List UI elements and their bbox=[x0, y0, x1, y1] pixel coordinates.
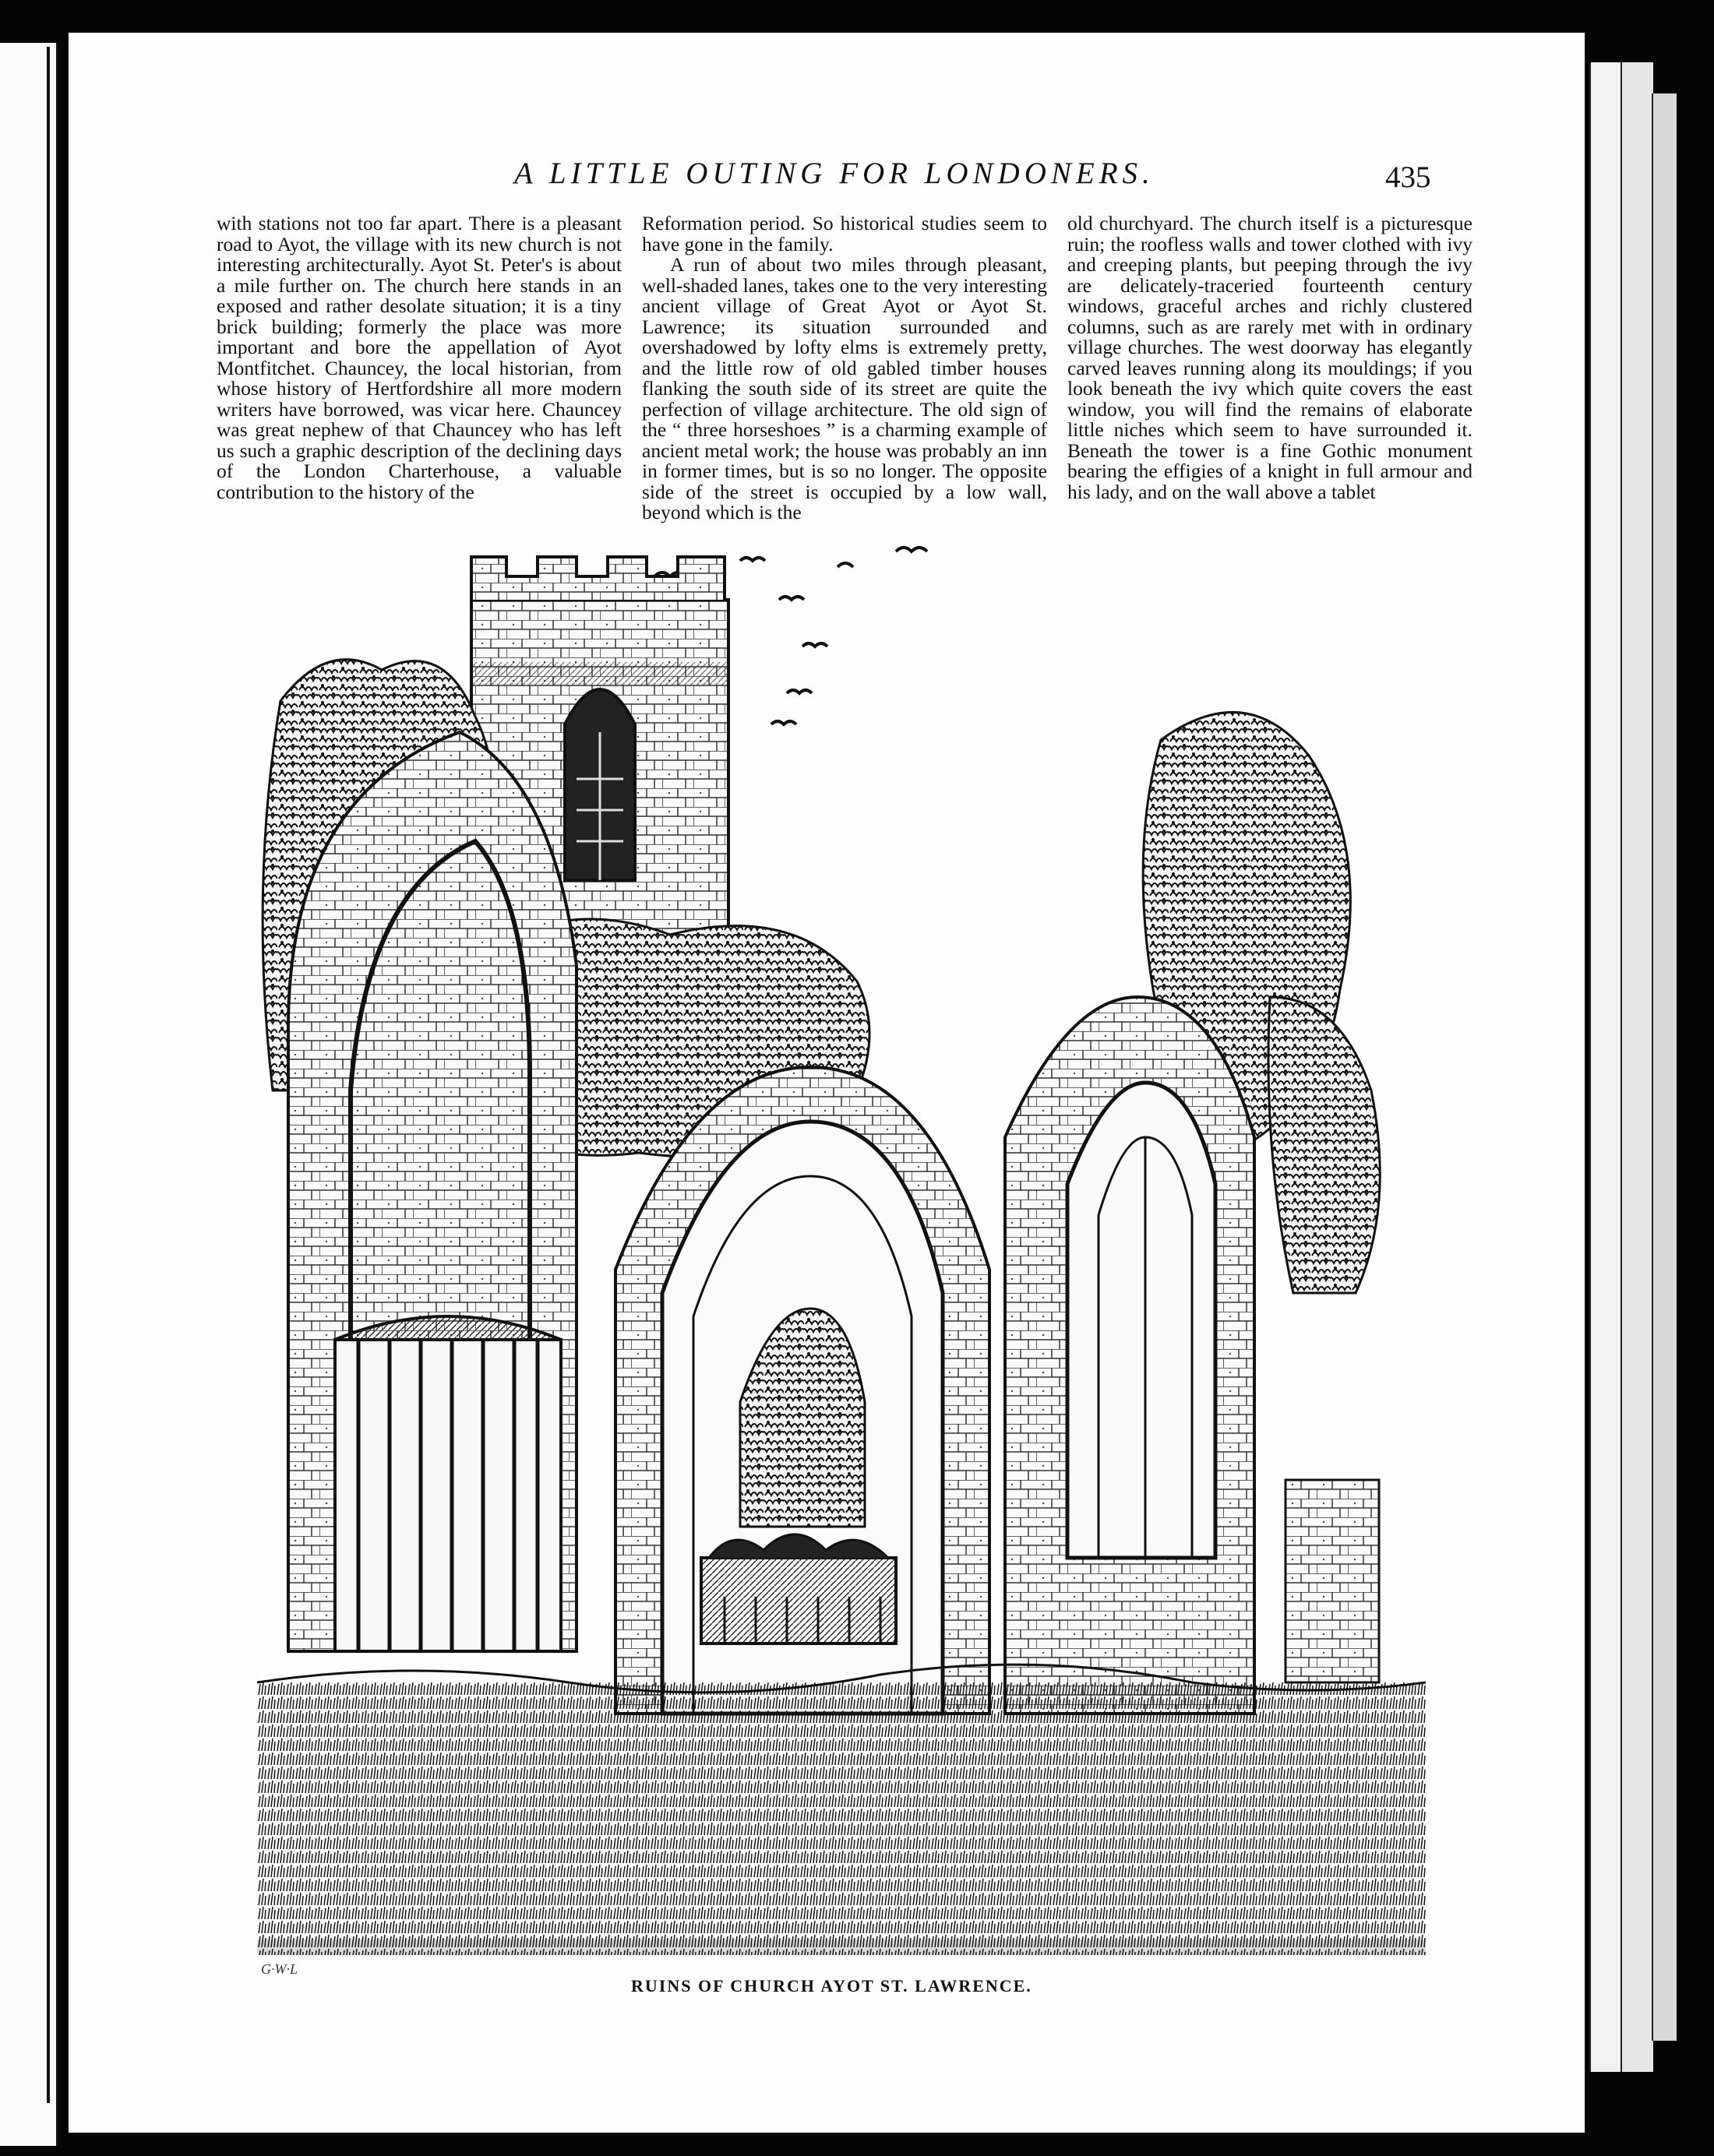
running-head: A LITTLE OUTING FOR LONDONERS. bbox=[514, 157, 1155, 190]
central-arch-doorway-icon bbox=[615, 1067, 989, 1714]
column-paragraph: old churchyard. The church itself is a picturesque ruin; the roofless walls and tower clothed with ivy and creeping plants, but peeping through the ivy are delicately-traceried fourteenth century windows, graceful arches and richly clustered columns, such as are rarely met with in ordinary village churches. The west doorway has elegantly carved leaves running along its mouldings; if you look beneath the ivy which quite covers the east window, you will find the remains of elaborate little niches which seem to have surrounded it. Beneath the tower is a fine Gothic monument bearing the effigies of a knight in full armour and his lady, and on the wall above a tablet bbox=[1067, 212, 1472, 503]
column-paragraph: Reformation period. So historical studies seem to have gone in the family. bbox=[642, 212, 1047, 255]
text-column-2 bbox=[642, 213, 1047, 523]
page-number: 435 bbox=[1385, 160, 1431, 194]
page-stack-edge bbox=[1652, 93, 1677, 2041]
artist-signature: G·W·L bbox=[261, 1961, 298, 1977]
illustration-caption: RUINS OF CHURCH AYOT ST. LAWRENCE. bbox=[631, 1976, 1032, 1996]
column-paragraph: with stations not too far apart. There is a pleasant road to Ayot, the village with its new church is not interesting architecturally. Ayot St. Peter's is about a mile further on. The church here stands in an exposed and rather desolate situation; it is a tiny brick building; formerly the place was more important and bore the appellation of Ayot Montfitchet. Chauncey, the local historian, from whose history of Hertfordshire all more modern writers have borrowed, was vicar here. Chauncey was great nephew of that Chauncey who has left us such a graphic description of the declining days of the London Charterhouse, a valuable contribution to the history of the bbox=[217, 212, 622, 503]
page-stack-edge bbox=[1589, 62, 1622, 2072]
text-column-1 bbox=[217, 213, 622, 502]
book-page bbox=[67, 31, 1586, 2134]
gutter-rule bbox=[47, 47, 50, 2103]
column-paragraph: A run of about two miles through pleasant, well-shaded lanes, takes one to the very interesting ancient village of Great Ayot or Ayot St. Lawrence; its situation surrounded and overshadowed by lofty elms is extremely pretty, and the little row of old gabled timber houses flanking the south side of its street are quite the perfection of village architecture. The old sign of the “ three horseshoes ” is a charming example of ancient metal work; the house was probably an inn in former times, but is so no longer. The opposite side of the street is occupied by a low wall, beyond which is the bbox=[642, 253, 1047, 523]
text-column-3 bbox=[1067, 213, 1472, 502]
page-stack-edge bbox=[1621, 62, 1653, 2072]
church-ruin-illustration bbox=[257, 545, 1426, 1955]
left-arch-ruin-icon bbox=[288, 732, 577, 1651]
